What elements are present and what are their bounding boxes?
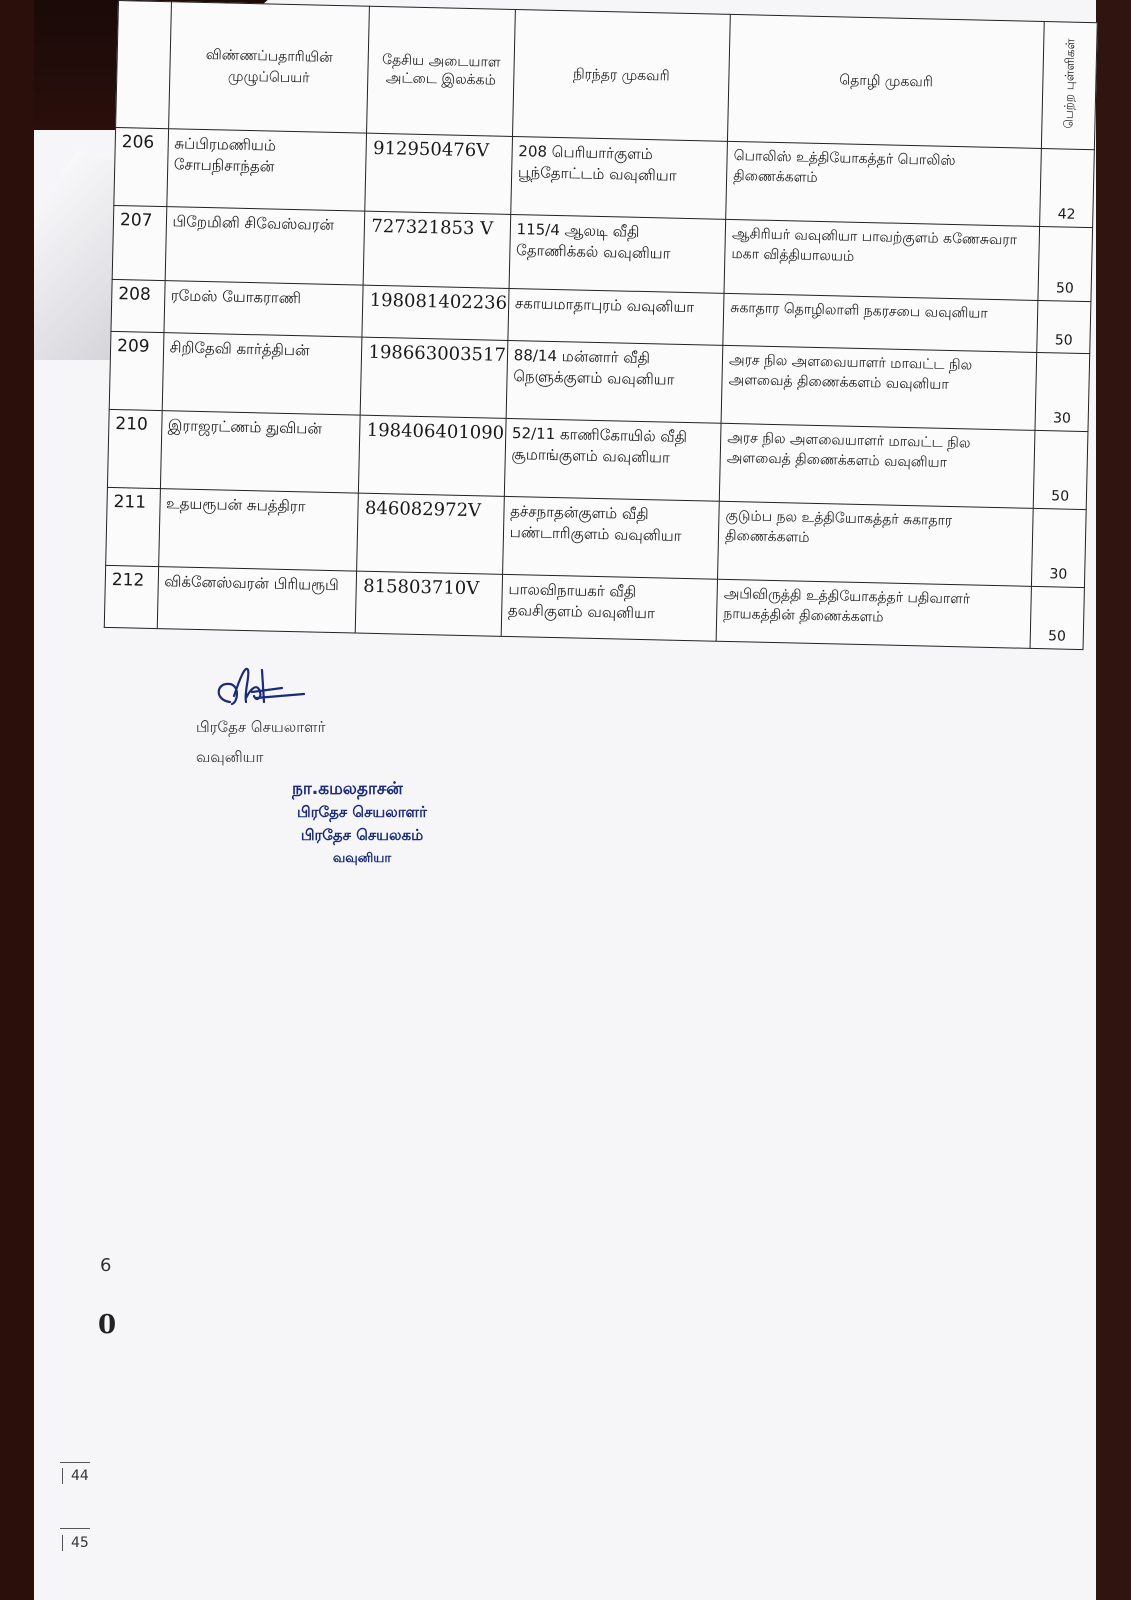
applicants-table (104, 0, 1098, 650)
row-work-address: பொலிஸ் உத்தியோகத்தர் பொலிஸ் திணைக்களம் (726, 141, 1042, 226)
stamp-designation: பிரதேச செயலாளர் (297, 803, 427, 821)
official-stamp (282, 778, 442, 870)
row-marks: 50 (1037, 300, 1091, 353)
row-work-address: குடும்ப நல உத்தியோகத்தர் சுகாதார திணைக்களம் (718, 501, 1034, 586)
divider (60, 1528, 90, 1529)
margin-mark: 0 (98, 1310, 117, 1340)
row-address: 115/4 ஆலடி வீதி தோணிக்கல் வவுனியா (509, 214, 726, 293)
row-marks: 50 (1030, 586, 1084, 649)
row-address: தச்சநாதன்குளம் வீதி பண்டாரிகுளம் வவுனியா (502, 496, 719, 579)
header-nic: தேசிய அடையாள அட்டை இலக்கம் (367, 6, 515, 136)
header-number (116, 1, 171, 129)
margin-mark: 6 (100, 1255, 112, 1276)
row-nic: 198081402236 (362, 285, 508, 340)
signature-mark (212, 662, 312, 712)
header-address: நிரந்தர முகவரி (512, 10, 730, 142)
row-number: 207 (112, 205, 166, 280)
row-address: 208 பெரியார்குளம் பூந்தோட்டம் வவுனியா (510, 136, 727, 219)
row-nic: 727321853 V (364, 211, 511, 288)
table-header-row (116, 1, 1098, 150)
row-nic: 912950476V (365, 133, 512, 214)
row-number: 211 (106, 487, 160, 566)
row-marks: 50 (1038, 226, 1092, 301)
row-nic: 846082972V (357, 493, 504, 574)
row-work-address: அபிவிருத்தி உத்தியோகத்தர் பதிவாளர் நாயகத்தின் திணைக்களம் (716, 579, 1032, 648)
row-marks: 30 (1032, 508, 1086, 587)
stamp-place: வவுனியா (332, 851, 392, 866)
row-name: விக்னேஸ்வரன் பிரியரூபி (157, 567, 357, 633)
row-nic: 198406401090 (359, 415, 506, 496)
background-right (1096, 0, 1131, 1600)
header-work-address: தொழி முகவரி (728, 14, 1045, 148)
row-marks: 30 (1035, 352, 1089, 431)
row-name: இராஜரட்ணம் துவிபன் (160, 411, 361, 493)
row-address: 52/11 காணிகோயில் வீதி சூமாங்குளம் வவுனியா (504, 418, 721, 501)
divider (60, 1462, 90, 1463)
page-number: 45 (62, 1535, 89, 1551)
row-address: பாலவிநாயகர் வீதி தவசிகுளம் வவுனியா (501, 574, 718, 641)
row-number: 210 (107, 409, 161, 488)
header-marks-label: பெற்ற புள்ளிகள் (1061, 38, 1078, 129)
row-work-address: அரச நில அளவையாளர் மாவட்ட நில அளவைத் திணைக்களம் வவுனியா (719, 423, 1035, 508)
row-address: 88/14 மன்னார் வீதி நெளுக்குளம் வவுனியா (506, 340, 723, 423)
row-nic: 198663003517 (361, 337, 508, 418)
stamp-name: நா.கமலதாசன் (292, 779, 403, 799)
row-work-address: சுகாதார தொழிலாளி நகரசபை வவுனியா (723, 293, 1038, 352)
row-nic: 815803710V (356, 571, 503, 636)
row-address: சகாயமாதாபுரம் வவுனியா (508, 288, 724, 345)
stamp-office: பிரதேச செயலகம் (300, 826, 424, 844)
background-left (0, 0, 34, 1600)
signature-title: பிரதேச செயலாளர் (196, 718, 326, 736)
row-name: சிறிதேவி கார்த்திபன் (162, 333, 363, 415)
row-number: 206 (114, 127, 168, 206)
row-number: 212 (104, 565, 158, 628)
row-marks: 50 (1034, 430, 1088, 509)
signature-place: வவுனியா (196, 748, 264, 766)
row-work-address: ஆசிரியர் வவுனியா பாவற்குளம் கணேசுவரா மகா வித்தியாலயம் (724, 219, 1040, 300)
row-work-address: அரச நில அளவையாளர் மாவட்ட நில அளவைத் திணைக்களம் வவுனியா (721, 345, 1037, 430)
row-marks: 42 (1040, 148, 1094, 227)
row-name: பிறேமினி சிவேஸ்வரன் (165, 207, 366, 285)
header-name: விண்ணப்பதாரியின் முழுப்பெயர் (168, 2, 370, 133)
row-number: 208 (111, 279, 165, 332)
header-marks (1042, 22, 1097, 150)
row-name: உதயரூபன் சுபத்திரா (158, 489, 359, 571)
row-name: சுப்பிரமணியம் சோபநிசாந்தன் (166, 129, 367, 211)
row-name: ரமேஸ் யோகராணி (164, 281, 364, 337)
row-number: 209 (109, 331, 163, 410)
page-number: 44 (62, 1468, 89, 1484)
